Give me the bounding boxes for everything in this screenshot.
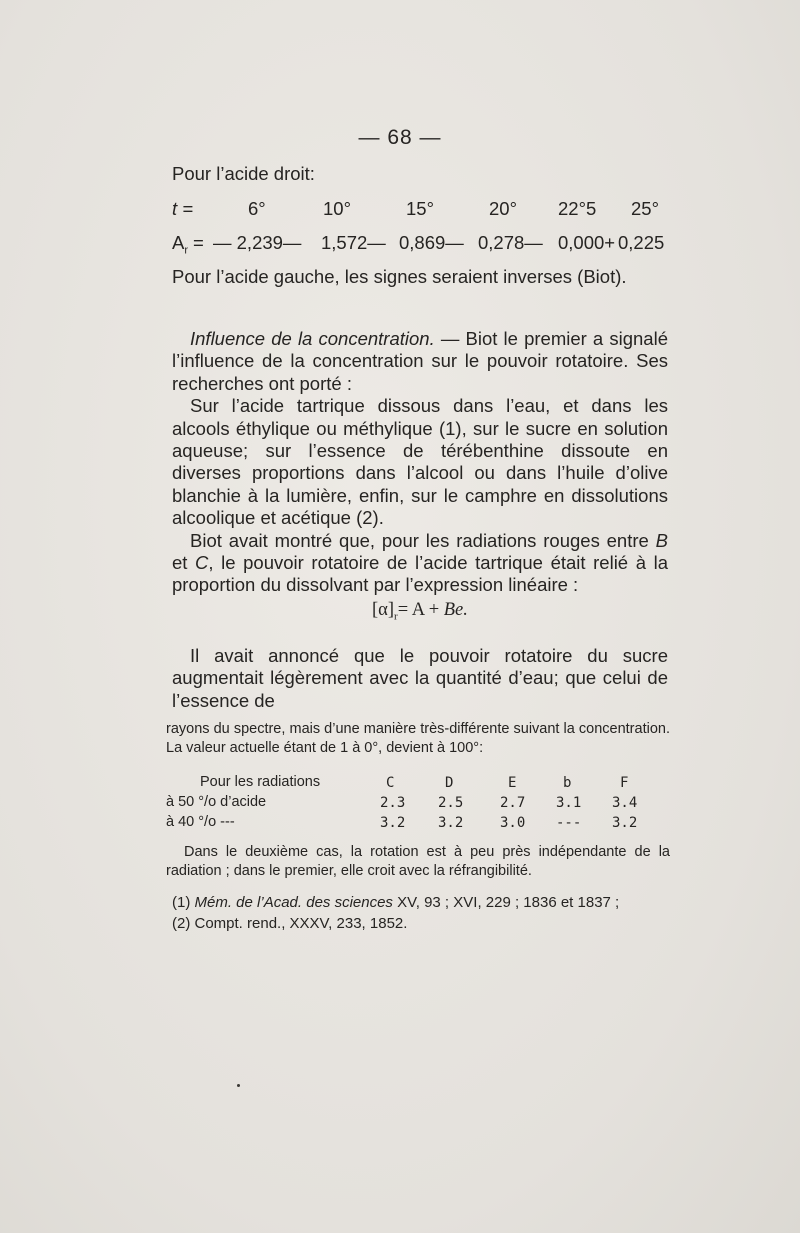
sucre-paragraph: Il avait annoncé que le pouvoir rotatoire du sucre augmentait légèrement avec la quantité d’eau; que celui de l’essence de xyxy=(172,645,668,711)
table-row-label: à 40 °/o --- xyxy=(166,814,235,830)
table-header-label: Pour les radiations xyxy=(200,774,321,790)
temperature-label: t = xyxy=(172,198,194,219)
ink-speck xyxy=(237,1084,240,1087)
table-cell: 3.2 xyxy=(380,815,406,831)
footnote-1: (1) Mém. de l’Acad. des sciences XV, 93 ; XVI, 229 ; 1836 et 1837 ; xyxy=(172,894,620,911)
temperature-value: 15° xyxy=(406,198,434,219)
table-cell: 2.3 xyxy=(380,795,406,811)
rotation-eq: = xyxy=(193,232,204,253)
table-cell: 3.2 xyxy=(612,815,638,831)
temperature-value: 20° xyxy=(489,198,517,219)
table-header-cell: D xyxy=(445,775,454,791)
intro-line: Pour l’acide droit: xyxy=(172,163,315,184)
influence-title: Influence de la concentration. xyxy=(190,328,435,349)
footnote-2: (2) Compt. rend., XXXV, 233, 1852. xyxy=(172,915,408,932)
table-cell: 2.5 xyxy=(438,795,464,811)
table-cell: 3.0 xyxy=(500,815,526,831)
rotation-value: 0,278— xyxy=(478,232,543,253)
rotation-value: 0,225 xyxy=(618,232,665,253)
temperature-value: 6° xyxy=(248,198,266,219)
table-cell: 3.1 xyxy=(556,795,582,811)
rotation-value: — 2,239— xyxy=(213,232,302,253)
table-cell: 3.4 xyxy=(612,795,638,811)
table-row-label: à 50 °/o d’acide xyxy=(166,794,267,810)
temperature-value: 10° xyxy=(323,198,351,219)
table-header-cell: F xyxy=(620,775,629,791)
rotation-value: 0,869— xyxy=(399,232,464,253)
table-header-cell: b xyxy=(563,775,572,791)
table-header-cell: C xyxy=(386,775,395,791)
table-cell: --- xyxy=(556,815,582,831)
biot-paragraph: Biot avait montré que, pour les radiations rouges entre B et C, le pouvoir rotatoire de l’acide tartrique était relié à la proportion du dissolvant par l’expression linéaire : xyxy=(172,529,668,596)
formula: $[\alpha]_r= A + Be$. xyxy=(372,600,468,623)
temperature-value: 22°5 xyxy=(558,198,597,219)
table-cell: 2.7 xyxy=(500,795,526,811)
influence-paragraph xyxy=(172,328,668,597)
rotation-value: 0,000+ xyxy=(558,232,616,253)
sur-paragraph: Sur l’acide tartrique dissous dans l’eau, et dans les alcools éthylique ou méthylique (1), sur le sucre en solution aqueuse; sur l’essence de térébenthine dissoute en diverses proportions dans l’alcool ou dans l’huile d’olive blanchie à la lumière, enfin, sur le camphre en dissolutions alcoolique et acétique (2). xyxy=(172,395,668,529)
rotation-value: 1,572— xyxy=(321,232,386,253)
small-paragraph: rayons du spectre, mais d’une manière très-différente suivant la concentration. La valeur actuelle étant de 1 à 0°, devient à 100°: xyxy=(166,721,670,756)
table-cell: 3.2 xyxy=(438,815,464,831)
deuxieme-paragraph: Dans le deuxième cas, la rotation est à peu près indépendante de la radiation ; dans le premier, elle croit avec la réfrangibilité. xyxy=(166,844,670,879)
influence-text: — Biot le premier a signalé l’influence de la concentration sur le pouvoir rotatoire. Ses recherches ont porté : xyxy=(172,328,668,394)
gauche-line: Pour l’acide gauche, les signes seraient inverses (Biot). xyxy=(172,266,627,287)
table-header-cell: E xyxy=(508,775,517,791)
page-number: — 68 — xyxy=(358,126,442,149)
rotation-label: $A_r$ xyxy=(172,232,189,257)
temperature-value: 25° xyxy=(631,198,659,219)
